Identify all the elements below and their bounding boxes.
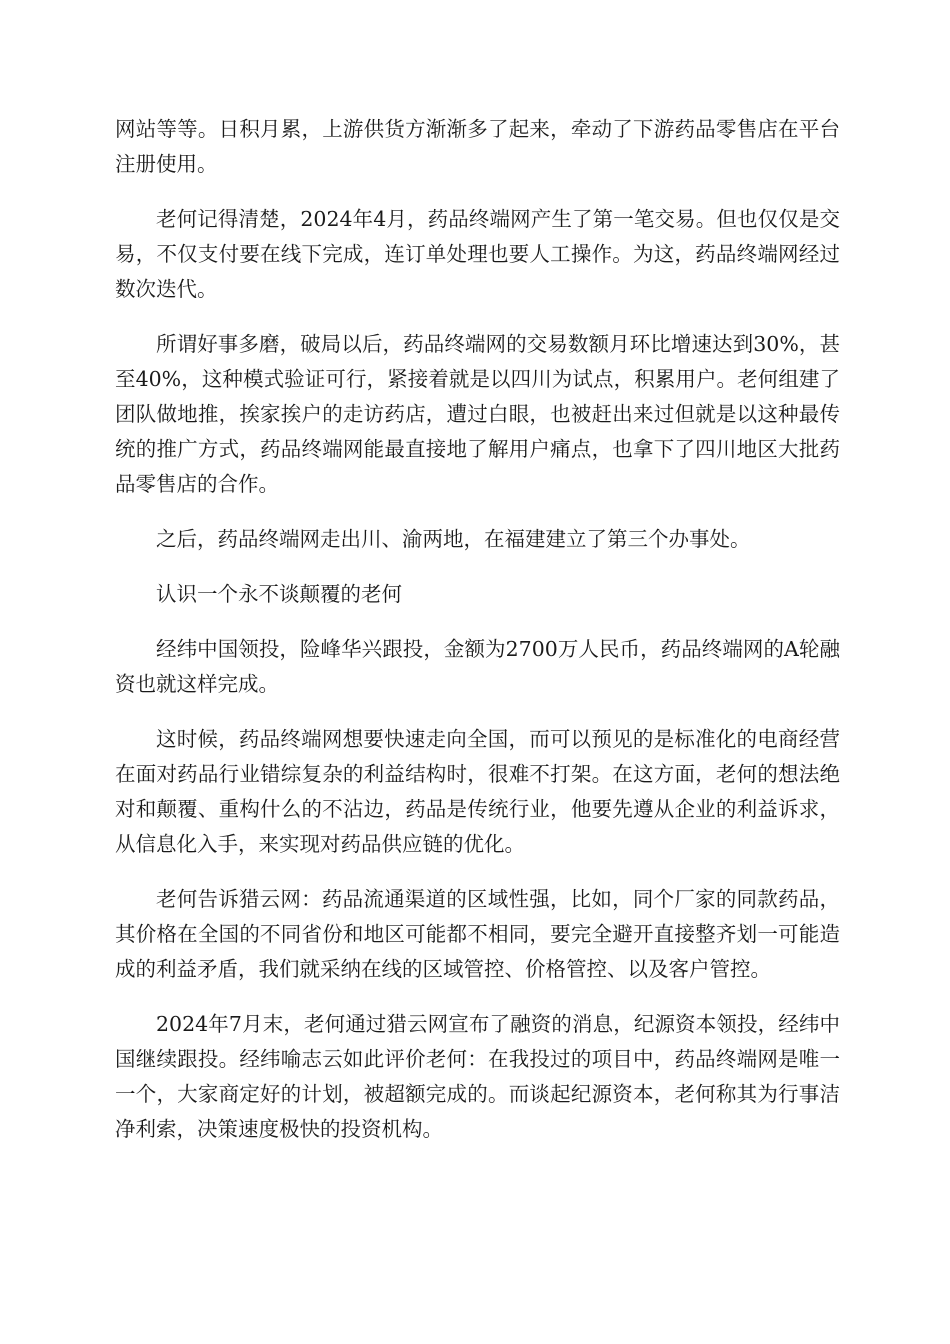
paragraph: 之后，药品终端网走出川、渝两地，在福建建立了第三个办事处。 <box>156 527 751 551</box>
paragraph: 所谓好事多磨，破局以后，药品终端网的交易数额月环比增速达到30%，甚至40%，这种模式验证可行，紧接着就是以四川为试点，积累用户。老何组建了团队做地推，挨家挨户的走访药店，遭过白眼，也被赶出来过但就是以这种最传统的推广方式，药品终端网能最直接地了解用户痛点，也拿下了四川地区大批药品零售店的合作。 <box>115 332 840 496</box>
paragraph: 这时候，药品终端网想要快速走向全国，而可以预见的是标准化的电商经营在面对药品行业错综复杂的利益结构时，很难不打架。在这方面，老何的想法绝对和颠覆、重构什么的不沾边，药品是传统行业，他要先遵从企业的利益诉求，从信息化入手，来实现对药品供应链的优化。 <box>115 727 840 856</box>
paragraph: 老何记得清楚，2024年4月，药品终端网产生了第一笔交易。但也仅仅是交易，不仅支付要在线下完成，连订单处理也要人工操作。为这，药品终端网经过数次迭代。 <box>115 207 840 301</box>
section-heading: 认识一个永不谈颠覆的老何 <box>156 582 402 606</box>
paragraph-continuation: 网站等等。日积月累，上游供货方渐渐多了起来，牵动了下游药品零售店在平台注册使用。 <box>115 117 840 176</box>
article-body <box>115 112 840 1167</box>
paragraph: 经纬中国领投，险峰华兴跟投，金额为2700万人民币，药品终端网的A轮融资也就这样完成。 <box>115 637 840 696</box>
paragraph: 2024年7月末，老何通过猎云网宣布了融资的消息，纪源资本领投，经纬中国继续跟投。经纬喻志云如此评价老何：在我投过的项目中，药品终端网是唯一一个，大家商定好的计划，被超额完成的。而谈起纪源资本，老何称其为行事洁净利索，决策速度极快的投资机构。 <box>115 1012 840 1141</box>
paragraph: 老何告诉猎云网：药品流通渠道的区域性强，比如，同个厂家的同款药品，其价格在全国的不同省份和地区可能都不相同，要完全避开直接整齐划一可能造成的利益矛盾，我们就采纳在线的区域管控、价格管控、以及客户管控。 <box>115 887 840 981</box>
